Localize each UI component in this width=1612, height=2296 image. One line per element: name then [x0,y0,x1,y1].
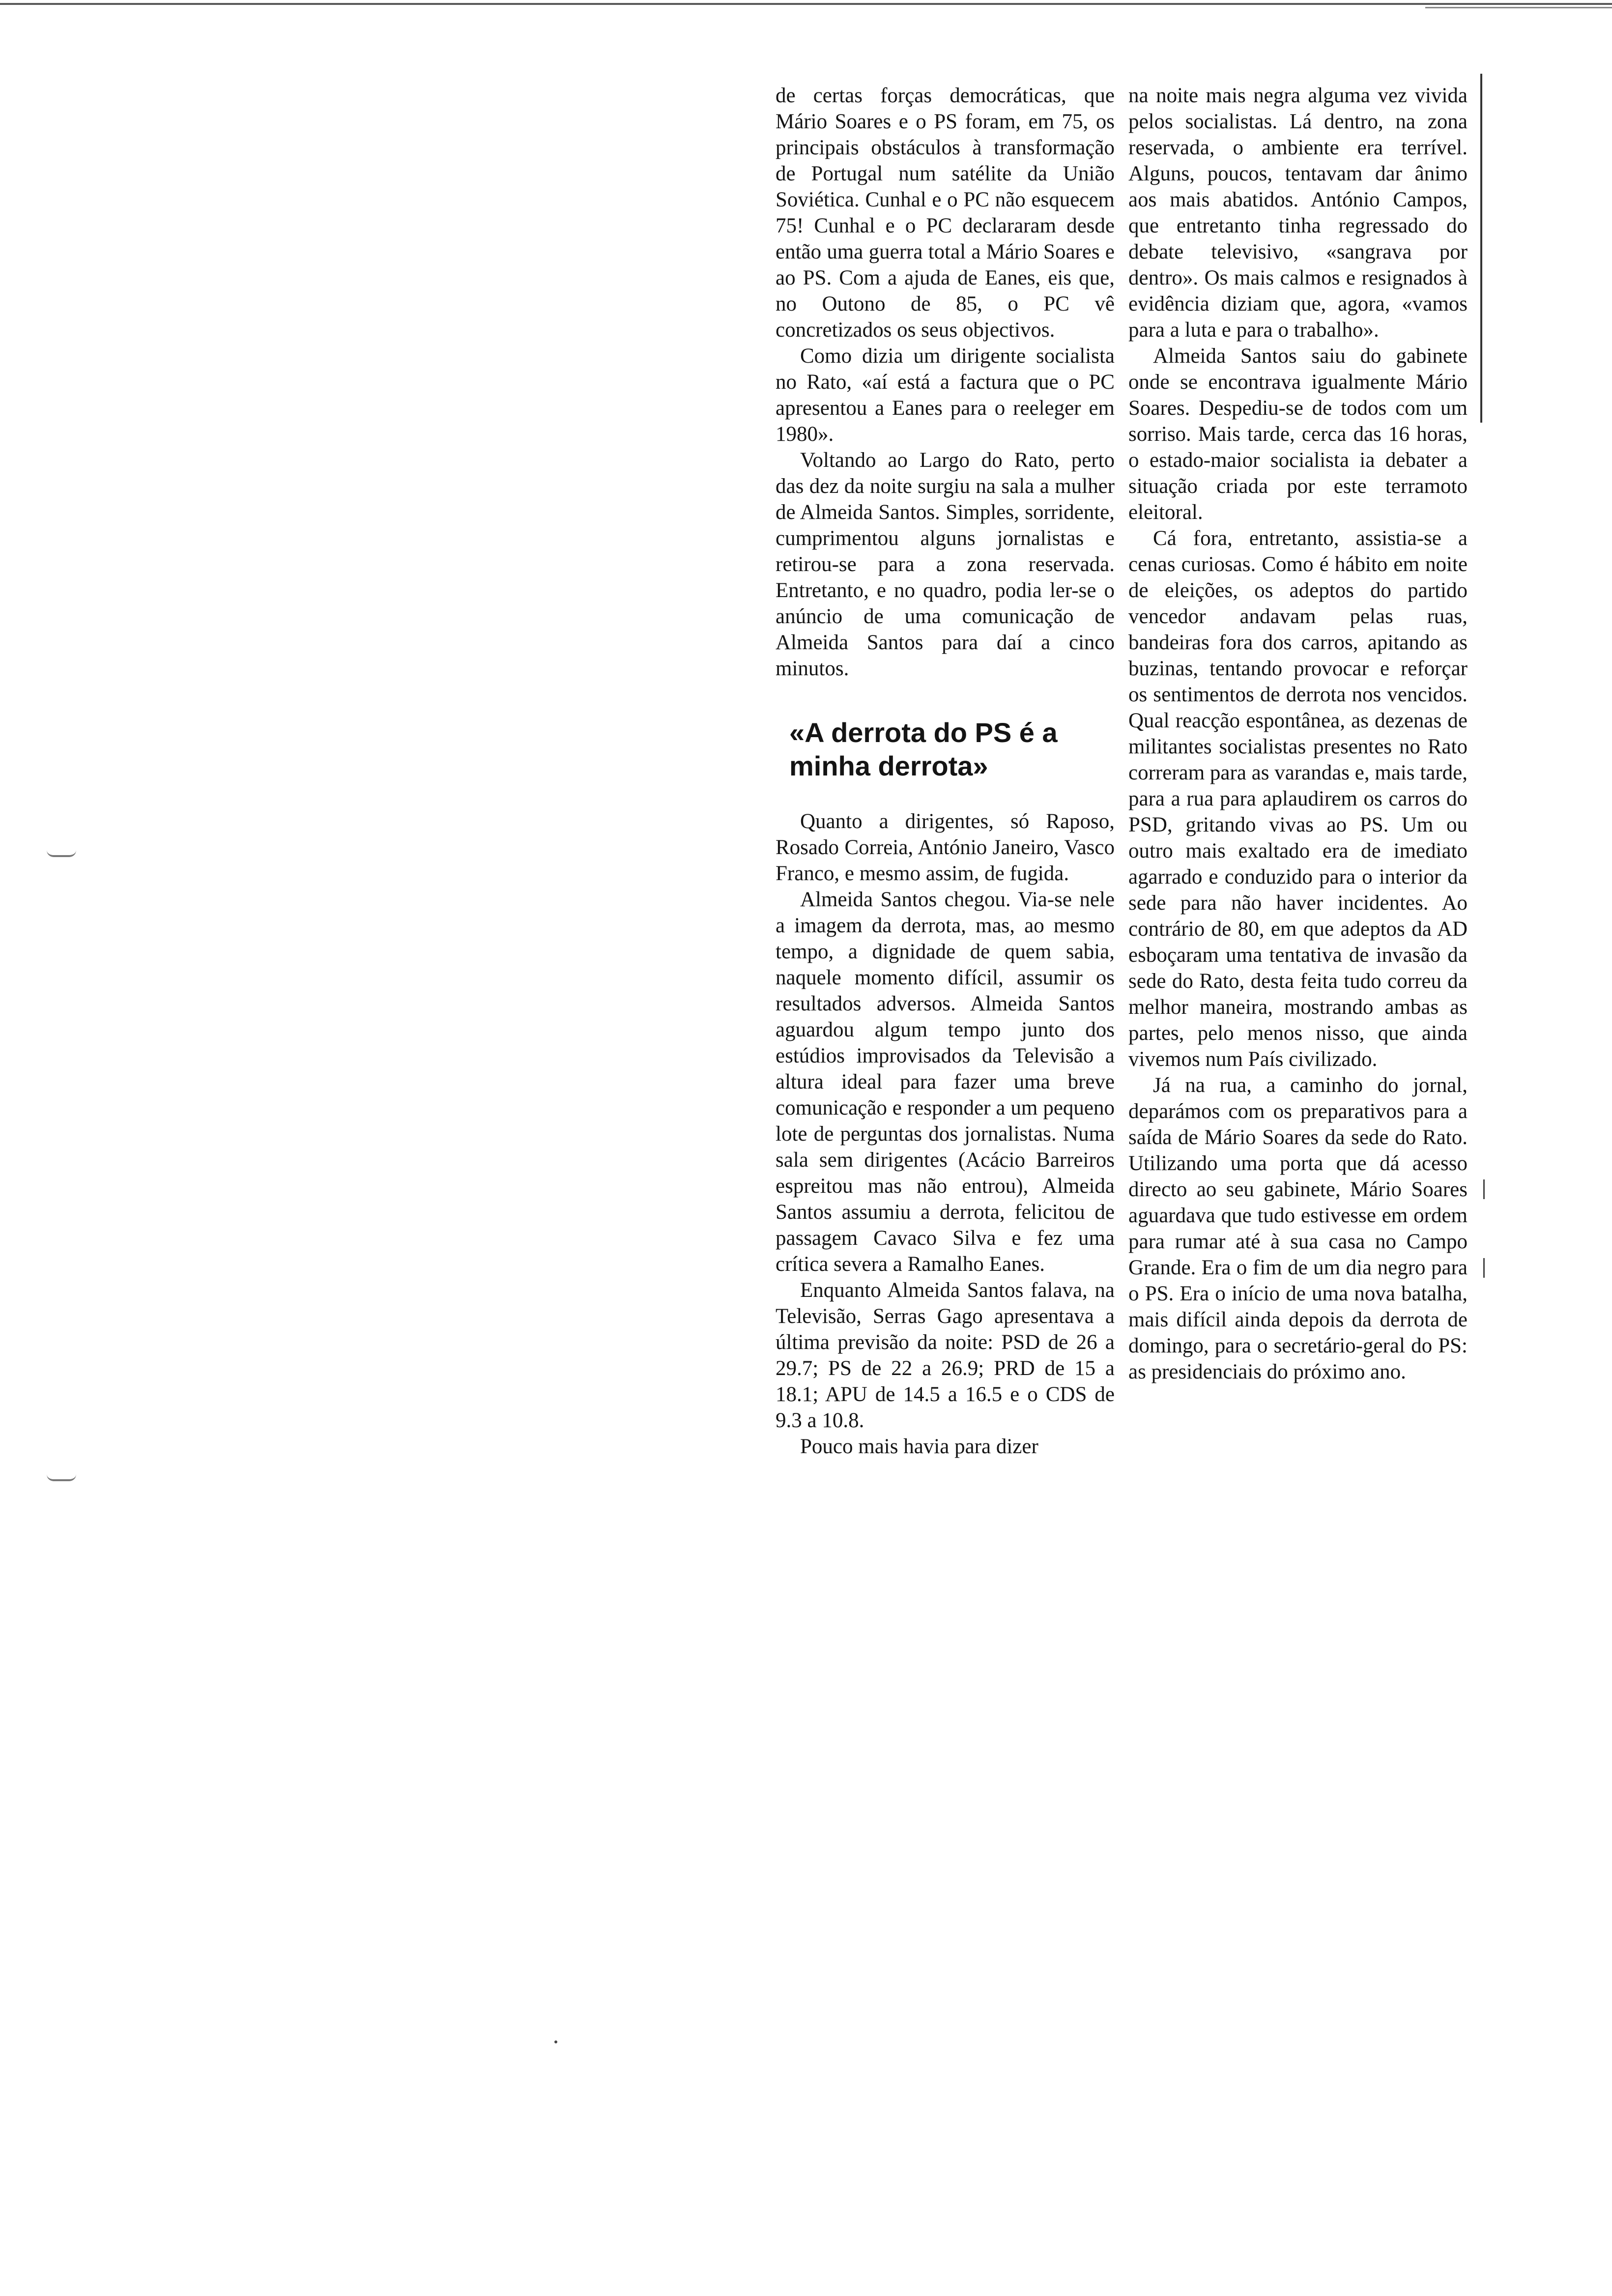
scan-speck [554,2040,557,2043]
column-rule [1480,74,1482,423]
column-rule-fragment [1483,1258,1485,1278]
scan-artifact-mark [47,850,76,857]
article-paragraph: Enquanto Almeida Santos falava, na Televisão, Serras Gago apresentava a última previsão da noite: PSD de 26 a 29.7; PS de 22 a 26.9; PRD de 15 a 18.1; APU de 14.5 a 16.5 e o CDS de 9.3 a 10.8. [776,1279,1115,1432]
article-paragraph: Já na rua, a caminho do jornal, deparámos com os preparativos para a saída de Mário Soares da sede do Rato. Utilizando uma porta que dá acesso directo ao seu gabinete, Mário Soares aguardava que tudo estivesse em ordem para rumar até à sua casa no Campo Grande. Era o fim de um dia negro para o PS. Era o início de uma nova batalha, mais difícil ainda depois da derrota de domingo, para o secretário-geral do PS: as presidenciais do próximo ano. [1128,1074,1468,1383]
article-subheading: «A derrota do PS é a minha derrota» [789,717,1058,781]
article-paragraph: Almeida Santos saiu do gabinete onde se encontrava igualmente Mário Soares. Despediu-se de todos com um sorriso. Mais tarde, cerca das 16 horas, o estado-maior socialista ia debater a situação criada por este terramoto eleitoral. [1128,344,1468,524]
scan-edge-line-right [1425,7,1612,8]
article-paragraph: de certas forças democráticas, que Mário Soares e o PS foram, em 75, os principais obstáculos à transformação de Portugal num satélite da União Soviética. Cunhal e o PC não esquecem 75! Cunhal e o PC declararam desde então uma guerra total a Mário Soares e ao PS. Com a ajuda de Eanes, eis que, no Outono de 85, o PC vê concretizados os seus objectivos. [776,84,1115,342]
article-paragraph: Almeida Santos chegou. Via-se nele a imagem da derrota, mas, ao mesmo tempo, a dignidade de quem sabia, naquele momento difícil, assumir os resultados adversos. Almeida Santos aguardou algum tempo junto dos estúdios improvisados da Televisão a altura ideal para fazer uma breve comunicação e responder a um pequeno lote de perguntas dos jornalistas. Numa sala sem dirigentes (Acácio Barreiros espreitou mas não entrou), Almeida Santos assumiu a derrota, felicitou de passagem Cavaco Silva e fez uma crítica severa a Ramalho Eanes. [776,888,1115,1276]
article-paragraph: na noite mais negra alguma vez vivida pelos socialistas. Lá dentro, na zona reservada, o ambiente era terrível. Alguns, poucos, tentavam dar ânimo aos mais abatidos. António Campos, que entretanto tinha regressado do debate televisivo, «sangrava por dentro». Os mais calmos e resignados à evidência diziam que, agora, «vamos para a luta e para o trabalho». [1128,84,1468,342]
article-paragraph: Pouco mais havia para dizer [800,1435,1038,1458]
article-paragraph: Quanto a dirigentes, só Raposo, Rosado Correia, António Janeiro, Vasco Franco, e mesmo assim, de fugida. [776,810,1115,885]
article-column-right [1128,83,1468,1385]
column-rule-fragment [1483,1179,1485,1199]
scan-edge-line [0,3,1612,5]
scan-artifact-mark [47,1474,76,1481]
article-paragraph: Como dizia um dirigente socialista no Rato, «aí está a factura que o PC apresentou a Eanes para o reeleger em 1980». [776,344,1115,446]
article-column-left [776,83,1115,1460]
article-paragraph: Cá fora, entretanto, assistia-se a cenas curiosas. Como é hábito em noite de eleições, os adeptos do partido vencedor andavam pelas ruas, bandeiras fora dos carros, apitando as buzinas, tentando provocar e reforçar os sentimentos de derrota nos vencidos. Qual reacção espontânea, as dezenas de militantes socialistas presentes no Rato correram para as varandas e, mais tarde, para a rua para aplaudirem os carros do PSD, gritando vivas ao PS. Um ou outro mais exaltado era de imediato agarrado e conduzido para o interior da sede para não haver incidentes. Ao contrário de 80, em que adeptos da AD esboçaram uma tentativa de invasão da sede do Rato, desta feita tudo correu da melhor maneira, mostrando ambas as partes, pelo menos nisso, que ainda vivemos num País civilizado. [1128,527,1468,1071]
article-paragraph: Voltando ao Largo do Rato, perto das dez da noite surgiu na sala a mulher de Almeida Santos. Simples, sorridente, cumprimentou alguns jornalistas e retirou-se para a zona reservada. Entretanto, e no quadro, podia ler-se o anúncio de uma comunicação de Almeida Santos para daí a cinco minutos. [776,449,1115,680]
